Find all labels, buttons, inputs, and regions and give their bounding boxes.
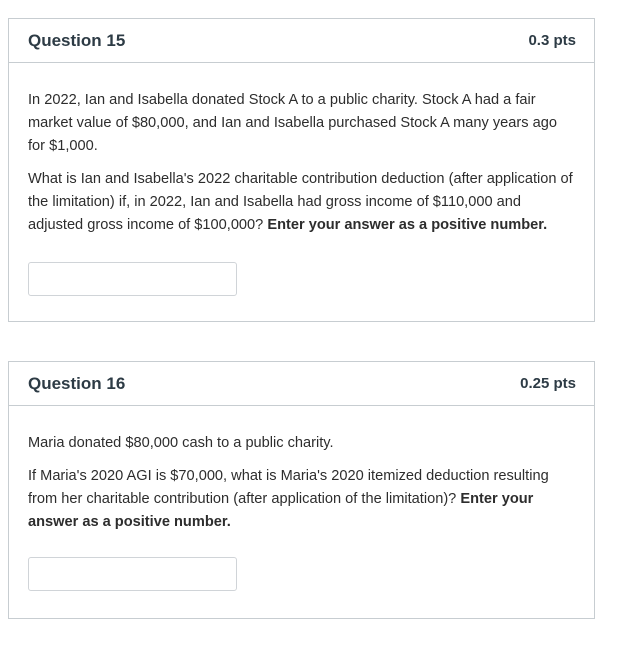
question-title: Question 16 [28,373,126,393]
question-prompt: If Maria's 2020 AGI is $70,000, what is Maria's 2020 itemized deduction resulting from her charitable contribution (after application of the limitation)? [28,468,549,507]
question-16 [8,361,595,619]
question-paragraph: Maria donated $80,000 cash to a public charity. [28,435,334,451]
answer-instruction: Enter your answer as a positive number. [267,217,548,233]
question-prompt: What is Ian and Isabella's 2022 charitable contribution deduction (after application of the limitation) if, in 2022, Ian and Isabella had gross income of $110,000 and adjusted gross income of $100,000? [28,171,573,233]
question-15 [8,18,595,322]
question-paragraph: In 2022, Ian and Isabella donated Stock A to a public charity. Stock A had a fair market value of $80,000, and Ian and Isabella purchased Stock A many years ago for $1,000. [28,92,557,154]
question-title: Question 15 [28,30,126,50]
question-points: 0.3 pts [528,32,576,49]
question-text [9,63,594,296]
question-text [9,406,594,591]
answer-input[interactable] [28,557,237,591]
question-paragraph [28,465,575,534]
question-header [9,362,594,406]
answer-input[interactable] [28,262,237,296]
question-paragraph [28,168,575,237]
answer-instruction: Enter your answer as a positive number. [28,491,534,530]
question-points: 0.25 pts [520,375,576,392]
question-header [9,19,594,63]
